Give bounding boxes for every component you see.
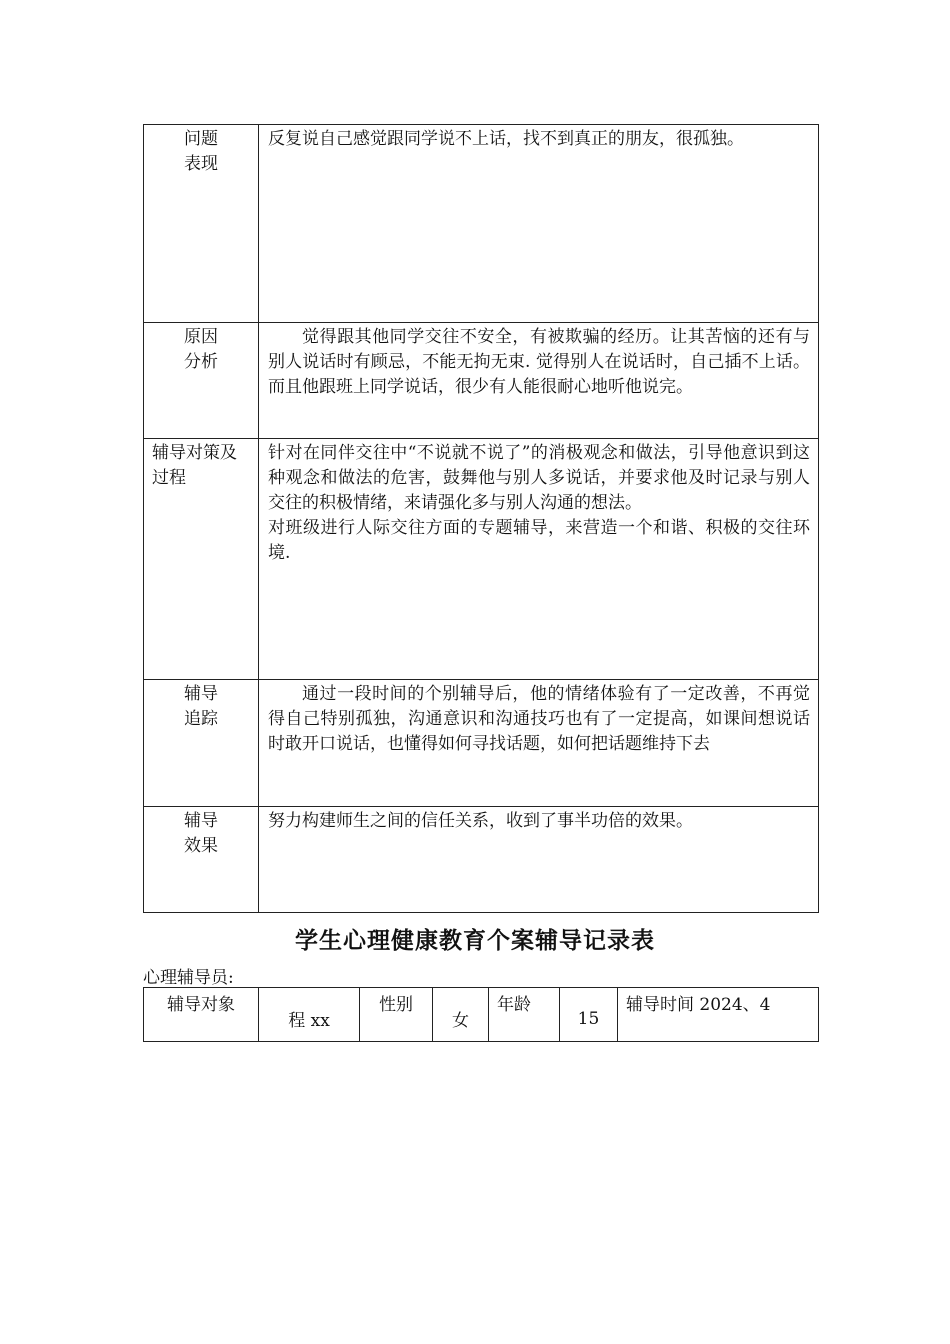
label-line: 辅导 <box>184 811 218 831</box>
strategy-content <box>259 439 819 680</box>
subject-label: 辅导对象 <box>144 988 259 1042</box>
label-line: 追踪 <box>184 709 218 729</box>
paragraph: 通过一段时间的个别辅导后，他的情绪体验有了一定改善，不再觉得自己特别孤独，沟通意识和沟通技巧也有了一定提高，如课间想说话时敢开口说话，也懂得如何寻找话题，如何把话题维持下去 <box>268 684 810 754</box>
document-title: 学生心理健康教育个案辅导记录表 <box>295 928 655 954</box>
time-label: 辅导时间 2024、4 <box>618 988 819 1042</box>
followup-label <box>144 680 259 807</box>
age-value: 15 <box>560 988 618 1042</box>
cause-content <box>259 323 819 439</box>
label-line: 表现 <box>184 154 218 174</box>
subject-info-table <box>143 987 819 1042</box>
label-line: 效果 <box>184 836 218 856</box>
label-line: 原因 <box>184 327 218 347</box>
effect-row <box>144 807 819 913</box>
effect-label <box>144 807 259 913</box>
paragraph: 觉得跟其他同学交往不安全，有被欺骗的经历。让其苦恼的还有与别人说话时有顾忌，不能无拘无束. 觉得别人在说话时，自己插不上话。而且他跟班上同学说话，很少有人能很耐心地听他说完。 <box>268 327 810 397</box>
label-line: 问题 <box>184 129 218 149</box>
label-line: 分析 <box>184 352 218 372</box>
gender-label: 性别 <box>360 988 433 1042</box>
label-line: 辅导对策及 <box>152 443 237 463</box>
label-line: 过程 <box>152 468 186 488</box>
age-label: 年龄 <box>489 988 560 1042</box>
counseling-detail-table <box>143 124 819 913</box>
counselor-label: 心理辅导员: <box>143 968 234 988</box>
paragraph: 对班级进行人际交往方面的专题辅导，来营造一个和谐、积极的交往环境. <box>268 518 810 563</box>
gender-value: 女 <box>433 988 489 1042</box>
problem-row <box>144 125 819 323</box>
strategy-label <box>144 439 259 680</box>
effect-content <box>259 807 819 913</box>
info-row <box>144 988 819 1042</box>
problem-label <box>144 125 259 323</box>
subject-value: 程 xx <box>259 988 360 1042</box>
cause-row <box>144 323 819 439</box>
label-line: 辅导 <box>184 684 218 704</box>
problem-content <box>259 125 819 323</box>
followup-content <box>259 680 819 807</box>
paragraph: 反复说自己感觉跟同学说不上话，找不到真正的朋友，很孤独。 <box>268 129 744 149</box>
paragraph: 针对在同伴交往中“不说就不说了”的消极观念和做法，引导他意识到这种观念和做法的危害，鼓舞他与别人多说话，并要求他及时记录与别人交往的积极情绪，来请强化多与别人沟通的想法。 <box>268 443 810 513</box>
cause-label <box>144 323 259 439</box>
paragraph: 努力构建师生之间的信任关系，收到了事半功倍的效果。 <box>268 811 693 831</box>
followup-row <box>144 680 819 807</box>
strategy-row <box>144 439 819 680</box>
